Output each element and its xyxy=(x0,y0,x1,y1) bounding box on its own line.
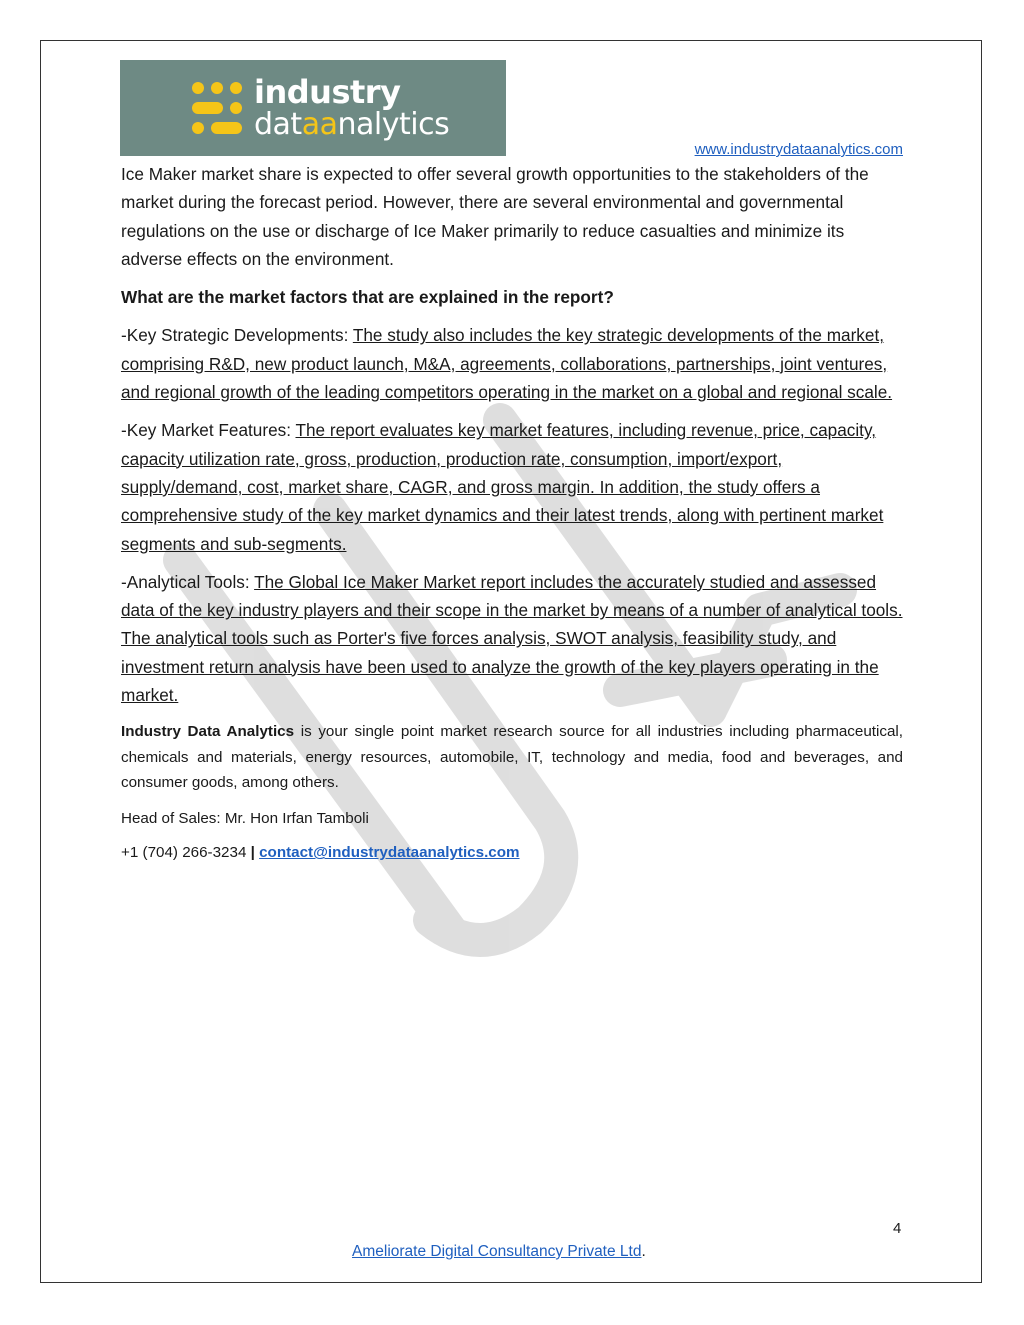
company-name: Industry Data Analytics xyxy=(121,723,295,741)
factor-tools xyxy=(121,568,903,709)
head-of-sales: Head of Sales: Mr. Hon Irfan Tamboli xyxy=(121,809,369,827)
page-number: 4 xyxy=(893,1220,902,1237)
footer-company: Ameliorate Digital Consultancy Private Ltd. xyxy=(352,1243,646,1260)
factor-label: -Key Market Features: xyxy=(121,420,296,441)
dot-grid-logo-icon xyxy=(190,80,244,136)
factor-label: -Key Strategic Developments: xyxy=(121,325,353,346)
section-heading: What are the market factors that are explained in the report? xyxy=(121,287,614,308)
about-paragraph: Industry Data Analytics is your single point market research source for all industries including pharmaceutical, chemicals and materials, energy resources, automobile, IT, technology and media, food and beverages, and consumer goods, among others. xyxy=(121,723,904,792)
company-logo xyxy=(120,60,506,156)
contact-line xyxy=(121,840,903,866)
factor-strategic xyxy=(121,321,903,406)
intro-paragraph: Ice Maker market share is expected to offer several growth opportunities to the stakeholders of the market during the forecast period. However, there are several environmental and governmental regulations on the use or discharge of Ice Maker primarily to reduce casualties and minimize its adverse effects on the environment. xyxy=(121,164,869,269)
factor-text: The study also includes the key strategic developments of the market, comprising R&D, new product launch, M&A, agreements, collaborations, partnerships, joint ventures, and regional growth of the leading competitors operating in the market on a global and regional scale. xyxy=(121,325,893,403)
email-link[interactable]: contact@industrydataanalytics.com xyxy=(259,844,520,862)
factor-text: The report evaluates key market features, including revenue, price, capacity, capacity utilization rate, gross, production, production rate, consumption, import/export, supply/demand, cost, market share, CAGR, and gross margin. In addition, the study offers a comprehensive study of the key market dynamics and their latest trends, along with pertinent market segments and sub-segments. xyxy=(121,420,884,554)
website-link[interactable]: www.industrydataanalytics.com xyxy=(694,141,903,158)
logo-word-industry: industry xyxy=(254,73,401,111)
main-content xyxy=(121,160,903,876)
separator: | xyxy=(250,844,255,862)
factor-text: The Global Ice Maker Market report includes the accurately studied and assessed data of the key industry players and their scope in the market by means of a number of analytical tools. The analytical tools such as Porter's five forces analysis, SWOT analysis, feasibility study, and investment return analysis have been used to analyze the growth of the key players operating in the market. xyxy=(121,571,903,706)
footer-company-link[interactable]: Ameliorate Digital Consultancy Private Ltd xyxy=(352,1243,642,1260)
phone-number: +1 (704) 266-3234 xyxy=(121,844,251,862)
factor-label: -Analytical Tools: xyxy=(121,571,255,592)
factor-features xyxy=(121,416,903,557)
logo-word-dataanalytics: dataanalytics xyxy=(254,107,450,142)
